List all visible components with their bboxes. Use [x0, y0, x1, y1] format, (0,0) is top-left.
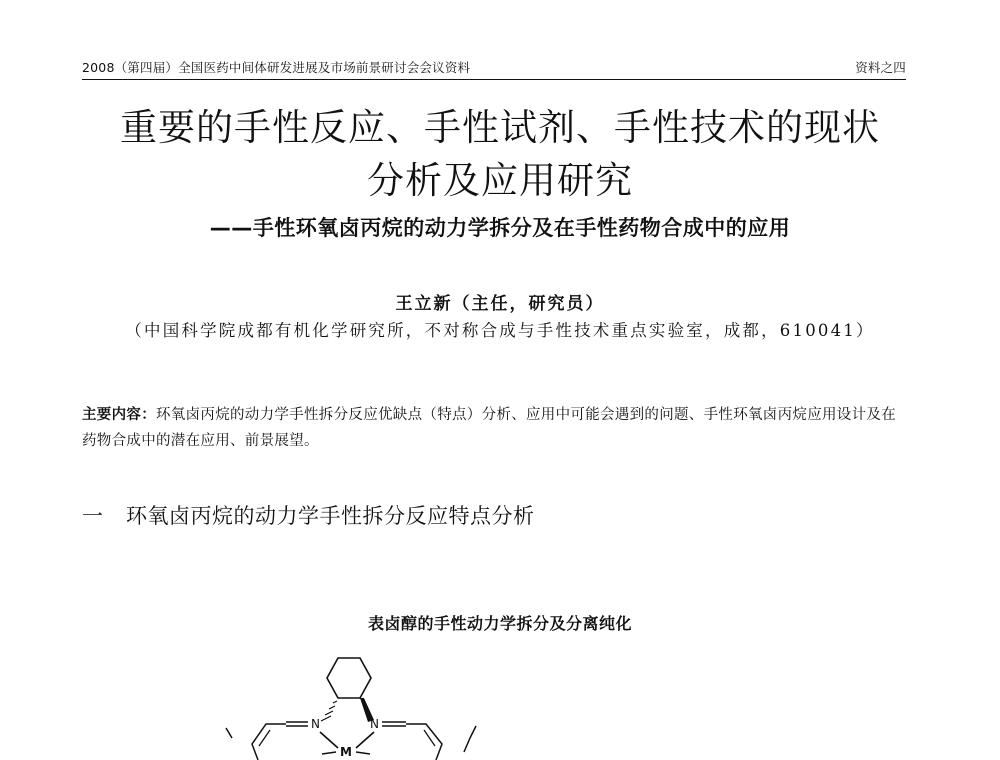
phenoxide-bond-left — [322, 752, 336, 754]
header-material-number: 资料之四 — [855, 60, 906, 75]
paper-subtitle: ——手性环氧卤丙烷的动力学拆分及在手性药物合成中的应用 — [209, 216, 791, 240]
paper-title-line-1: 重要的手性反应、手性试剂、手性技术的现状 — [120, 106, 880, 149]
atom-n-right: N — [370, 717, 379, 731]
summary-paragraph — [82, 402, 908, 454]
tbutyl-bond-left — [226, 728, 232, 738]
salen-structure-diagram — [180, 650, 520, 760]
figure-title: 表卤醇的手性动力学拆分及分离纯化 — [367, 614, 632, 633]
running-header — [82, 56, 906, 78]
stereo-bond-left — [321, 701, 337, 721]
summary-label: 主要内容： — [82, 407, 156, 423]
coordination-bond-left — [320, 732, 338, 748]
atom-n-left: N — [311, 717, 320, 731]
section-heading — [82, 500, 535, 530]
section-number: 一 — [82, 504, 104, 528]
atom-metal: M — [340, 745, 352, 759]
coordination-bond-right — [356, 732, 374, 748]
author-affiliation: （中国科学院成都有机化学研究所，不对称合成与手性技术重点实验室，成都，610041） — [125, 321, 875, 340]
summary-text: 环氧卤丙烷的动力学手性拆分反应优缺点（特点）分析、应用中可能会遇到的问题、手性环氧卤丙烷应用设计及在药物合成中的潜在应用、前景展望。 — [82, 407, 896, 449]
phenoxide-bond-right — [356, 752, 370, 754]
paper-title-line-2: 分析及应用研究 — [367, 159, 633, 202]
section-title: 环氧卤丙烷的动力学手性拆分反应特点分析 — [126, 504, 535, 528]
cyclohexane-ring — [327, 658, 371, 698]
header-conference-title: 2008（第四届）全国医药中间体研发进展及市场前景研讨会会议资料 — [82, 60, 471, 75]
author-line: 王立新（主任，研究员） — [395, 294, 605, 314]
header-rule — [82, 79, 906, 80]
tbutyl-bond-right — [470, 726, 476, 738]
aryl-ring-right-fragment — [406, 724, 442, 760]
aryl-ring-left-fragment — [252, 724, 286, 760]
tbutyl-bond-right-b — [464, 738, 470, 752]
